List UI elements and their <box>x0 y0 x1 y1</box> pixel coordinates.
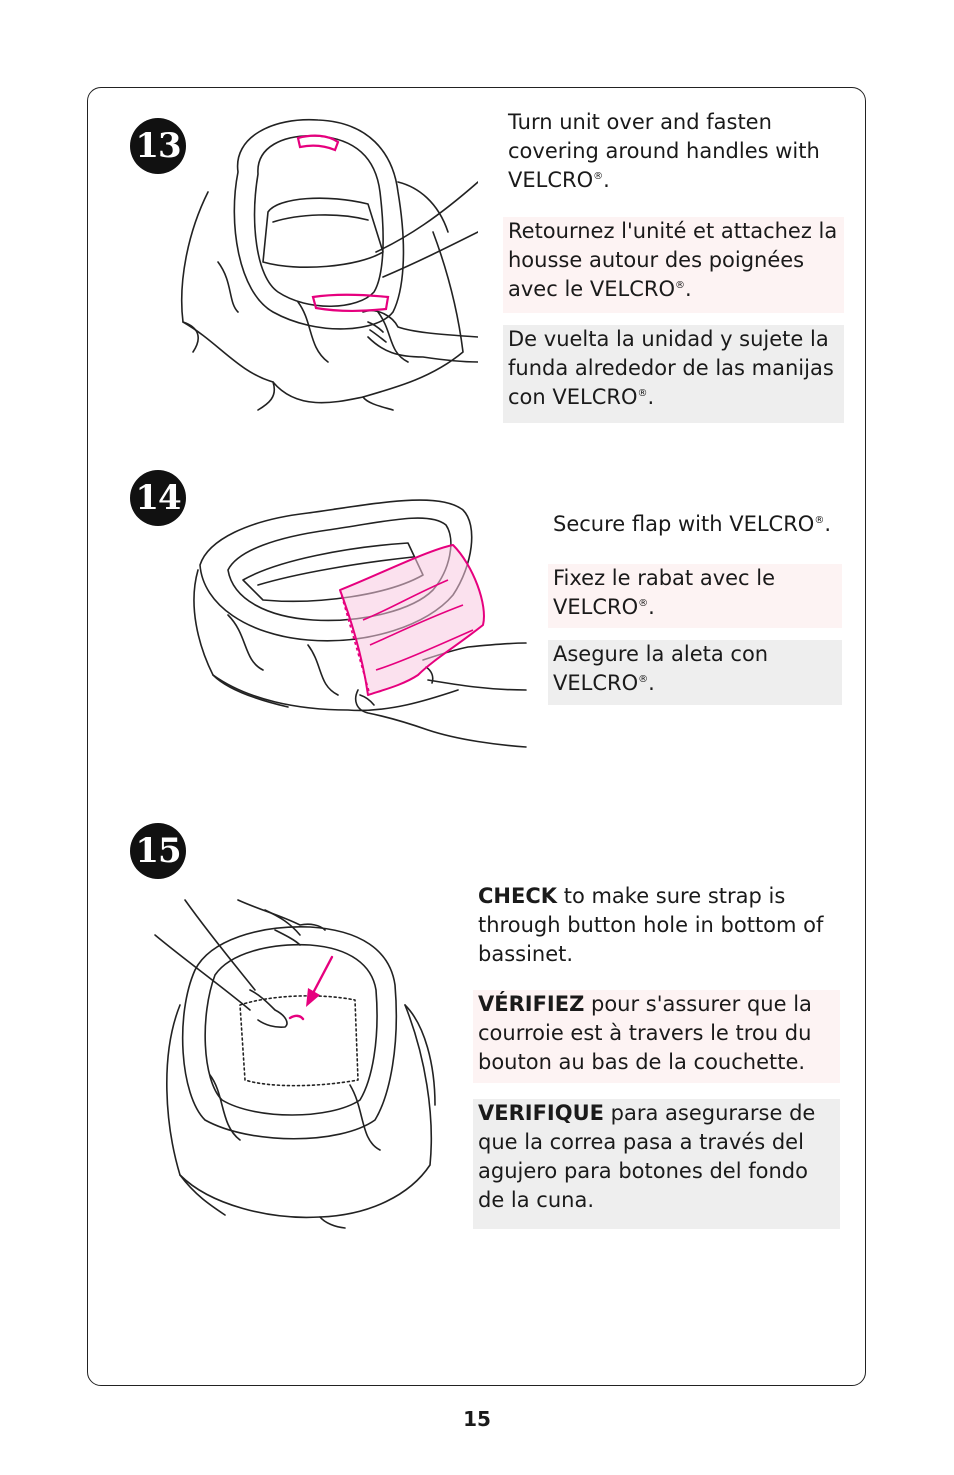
step-15-badge: 15 <box>130 823 186 879</box>
step-15-text-es: VERIFIQUE para asegurarse de que la correa pasa a través del agujero para botones del fondo de la cuna. <box>473 1099 840 1229</box>
step-13-text-es: De vuelta la unidad y sujete la funda alrededor de las manijas con VELCRO®. <box>503 325 844 423</box>
step-14-text-es: Asegure la aleta con VELCRO®. <box>548 640 842 705</box>
step-15-text-fr: VÉRIFIEZ pour s'assurer que la courroie est à travers le trou du bouton au bas de la couchette. <box>473 990 840 1083</box>
step-13-text-en: Turn unit over and fasten covering around handles with VELCRO®. <box>508 110 820 192</box>
step-13-text-fr: Retournez l'unité et attachez la housse autour des poignées avec le VELCRO®. <box>503 217 844 313</box>
step-14-text-en: Secure flap with VELCRO®. <box>553 512 832 536</box>
step-14-badge: 14 <box>130 470 186 526</box>
bassinet-flap-illustration <box>188 485 528 750</box>
step-14-text-fr: Fixez le rabat avec le VELCRO®. <box>548 564 842 628</box>
bassinet-strap-illustration <box>150 895 440 1230</box>
page-number: 15 <box>463 1407 491 1431</box>
step-13-badge: 13 <box>130 118 186 174</box>
step-15-text-en: CHECK to make sure strap is through button hole in bottom of bassinet. <box>478 884 824 966</box>
bassinet-handles-illustration <box>178 112 478 412</box>
